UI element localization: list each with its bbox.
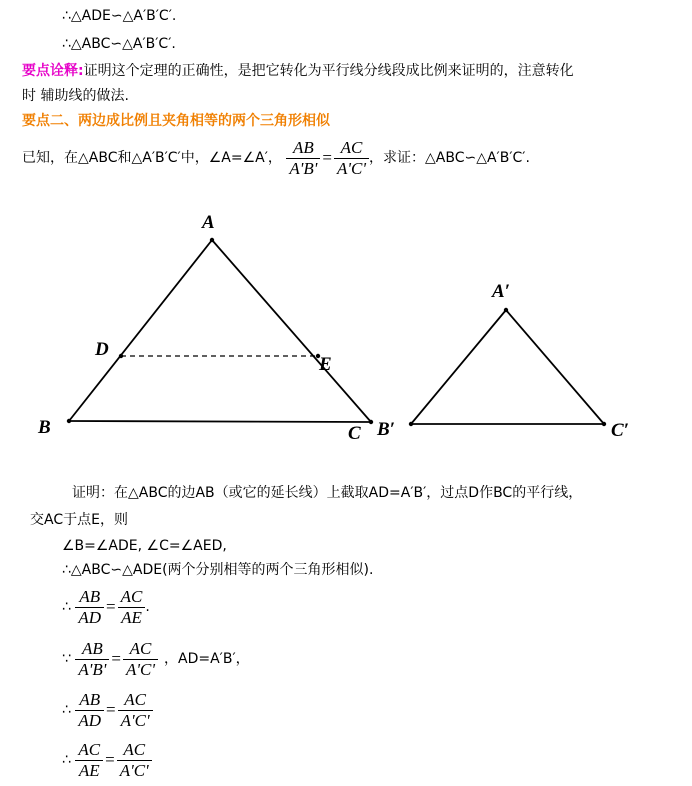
proof-similar: ∴△ABC∽△ADE(两个分别相等的两个三角形相似).: [62, 562, 374, 578]
equals-sign: =: [322, 148, 332, 167]
fraction-numerator: AC: [340, 137, 363, 157]
fraction-denominator: A'B': [286, 158, 320, 179]
given-statement: [22, 136, 530, 180]
segment-a2c2: [506, 310, 604, 424]
point-d: [119, 354, 123, 358]
given-suffix: ，求证：△ABC∽△A′B′C′.: [369, 150, 530, 166]
fraction-numerator: AC: [78, 739, 101, 759]
fraction-denominator: A'C': [123, 659, 158, 680]
fraction-denominator: AE: [75, 760, 103, 781]
point-a: [210, 238, 214, 242]
label-b-prime: B′: [377, 419, 396, 440]
equals-sign: =: [105, 750, 115, 769]
fraction-numerator: AB: [82, 638, 103, 658]
proof-step-1: [62, 585, 150, 629]
because-symbol: ∵: [62, 651, 71, 667]
section-heading: 要点二、两边成比例且夹角相等的两个三角形相似: [22, 113, 330, 129]
therefore-symbol: ∴: [62, 752, 71, 768]
triangle-figure: [0, 195, 692, 455]
proof-step-4: [62, 738, 152, 782]
equals-sign: =: [106, 700, 116, 719]
fraction-denominator: AE: [118, 607, 146, 628]
fraction-denominator: A'C': [334, 158, 369, 179]
proof-angles: ∠B=∠ADE, ∠C=∠AED,: [62, 538, 227, 554]
segment-a2b2: [411, 310, 506, 424]
label-c: C: [348, 423, 361, 444]
fraction-numerator: AC: [120, 586, 143, 606]
segment-bc: [69, 421, 371, 422]
given-fraction-ab: [286, 138, 320, 179]
fraction-denominator: AD: [75, 607, 104, 628]
fraction-ac-a2c2: [123, 639, 158, 680]
proof-step-2: [62, 637, 250, 681]
label-a: A: [202, 212, 215, 233]
fraction-numerator: AB: [292, 137, 314, 157]
segment-ac: [212, 240, 371, 422]
proof-intro-1: 证明：在△ABC的边AB（或它的延长线）上截取AD=A′B′，过点D作BC的平行线，: [72, 485, 583, 501]
fraction-numerator: AB: [79, 586, 101, 606]
therefore-symbol: ∴: [62, 599, 71, 615]
fraction-denominator: AD: [75, 710, 104, 731]
fraction-ac-a2c2: [117, 740, 152, 781]
point-b-prime: [409, 422, 413, 426]
fraction-denominator: A'C': [117, 760, 152, 781]
fraction-ab-a2b2: [75, 639, 109, 680]
fraction-numerator: AC: [123, 739, 146, 759]
conclusion-line-abc: ∴△ABC∽△A′B′C′.: [62, 36, 176, 52]
equals-sign: =: [106, 597, 116, 616]
fraction-ac-ae: [118, 587, 146, 628]
proof-step-3: [62, 688, 153, 732]
label-d: D: [95, 339, 109, 360]
proof-intro-2: 交AC于点E，则: [30, 512, 128, 528]
point-b: [67, 419, 71, 423]
point-a-prime: [504, 308, 508, 312]
step-tail: ，AD=A′B′，: [164, 651, 250, 667]
note-label: 要点诠释:: [22, 63, 84, 79]
point-c: [369, 420, 373, 424]
equals-sign: =: [111, 649, 122, 668]
note-text-1: 证明这个定理的正确性，是把它转化为平行线分线段成比例来证明的，注意转化: [83, 63, 574, 79]
label-a-prime: A′: [492, 281, 511, 302]
fraction-numerator: AC: [129, 638, 152, 658]
point-c-prime: [602, 422, 606, 426]
given-prefix: 已知，在△ABC和△A′B′C′中，∠A=∠A′，: [22, 150, 282, 166]
fraction-ac-ae: [75, 740, 103, 781]
label-e: E: [319, 354, 332, 375]
note-text-2: 时 辅助线的做法.: [22, 88, 129, 104]
given-fraction-ac: [334, 138, 369, 179]
segment-ab: [69, 240, 212, 421]
conclusion-line-ade: ∴△ADE∽△A′B′C′.: [62, 8, 177, 24]
step-tail: .: [145, 599, 150, 615]
label-b: B: [38, 417, 51, 438]
note-paragraph: [22, 61, 574, 81]
fraction-numerator: AB: [79, 689, 101, 709]
fraction-numerator: AC: [124, 689, 146, 709]
fraction-ac-a2c2: [118, 690, 153, 731]
fraction-denominator: A'B': [75, 659, 109, 680]
fraction-denominator: A'C': [118, 710, 153, 731]
fraction-ab-ad: [75, 690, 104, 731]
fraction-ab-ad: [75, 587, 104, 628]
label-c-prime: C′: [611, 420, 630, 441]
therefore-symbol: ∴: [62, 702, 71, 718]
